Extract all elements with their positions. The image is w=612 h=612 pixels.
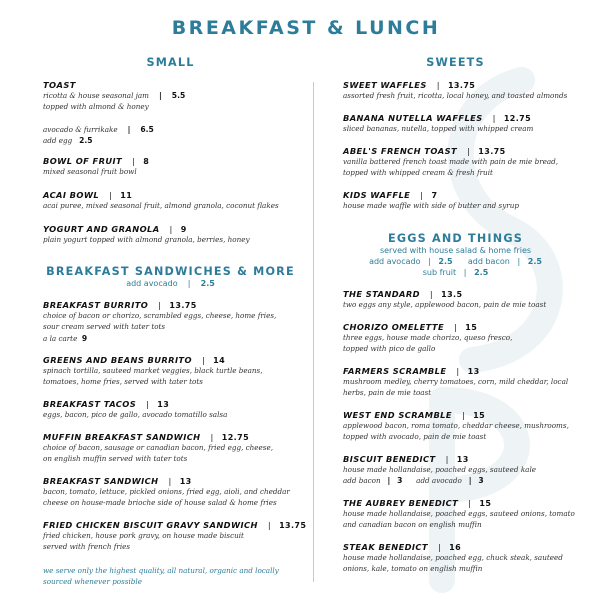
item-price: 13: [179, 477, 192, 486]
item-desc: applewood bacon, roma tomato, cheddar cheese, mushrooms,: [343, 421, 569, 430]
item-price: 9: [81, 333, 88, 343]
item-name: BREAKFAST SANDWICH | 13: [43, 476, 192, 486]
item-name: BREAKFAST BURRITO | 13.75: [43, 300, 197, 310]
item-desc: three eggs, house made chorizo, queso fresco,: [343, 333, 513, 342]
item-desc: acai puree, mixed seasonal fruit, almond granola, coconut flakes: [43, 201, 279, 210]
item-desc: spinach tortilla, sauteed market veggies, black turtle beans,: [43, 366, 263, 375]
item-desc: topped with pico de gallo: [343, 344, 436, 354]
page-title: BREAKFAST & LUNCH: [171, 17, 441, 39]
menu-item-fried-chicken-biscuit: [43, 520, 307, 553]
menu-item-kids-waffle: [343, 190, 588, 211]
item-price: 13: [157, 400, 170, 409]
item-name: BOWL OF FRUIT | 8: [43, 156, 150, 166]
item-name: SWEET WAFFLES | 13.75: [343, 80, 476, 90]
item-desc: herbs, pain de mie toast: [343, 388, 432, 398]
item-name: YOGURT AND GRANOLA | 9: [43, 224, 187, 234]
item-desc: house made hollandaise, poached egg, chuck steak, sauteed: [343, 553, 563, 562]
item-desc: assorted fresh fruit, ricotta, local honey, and toasted almonds: [343, 91, 568, 100]
item-desc: served with french fries: [43, 542, 131, 552]
menu-item-acai-bowl: [43, 190, 298, 211]
section-subtitle: served with house salad & home fries: [379, 246, 532, 255]
item-name: BREAKFAST TACOS | 13: [43, 399, 170, 409]
item-desc: ricotta & house seasonal jam | 5.5: [43, 91, 186, 100]
menu-item-breakfast-burrito: [43, 300, 298, 344]
section-heading-sweets: SWEETS: [426, 56, 485, 69]
menu-item-aubrey-benedict: [343, 498, 588, 531]
item-name: FRIED CHICKEN BISCUIT GRAVY SANDWICH | 13.75: [43, 520, 307, 530]
item-price: 11: [120, 191, 133, 200]
item-price: 7: [431, 191, 438, 200]
menu-item-farmers-scramble: [343, 366, 588, 399]
item-name: FARMERS SCRAMBLE | 13: [343, 366, 480, 376]
item-desc: choice of bacon or chorizo, scrambled eggs, cheese, home fries,: [43, 311, 277, 320]
item-price: 3: [397, 476, 403, 486]
item-price: 13.75: [478, 147, 506, 156]
section-subtitle: sub fruit | 2.5: [422, 268, 489, 277]
menu-item-toast: [43, 80, 298, 146]
item-price: 6.5: [140, 124, 154, 134]
footer-note: we serve only the highest quality, all natural, organic and locally sourced whenever possible: [43, 566, 279, 587]
item-name: MUFFIN BREAKFAST SANDWICH | 12.75: [43, 432, 250, 442]
menu-item-breakfast-tacos: [43, 399, 298, 420]
item-price: 13.75: [279, 521, 307, 530]
item-desc: on english muffin served with tater tots: [43, 454, 188, 464]
item-desc: cheese on house-made brioche side of house salad & home fries: [43, 498, 277, 508]
item-price: 15: [479, 499, 492, 508]
item-price: 13.5: [441, 290, 463, 299]
item-price: 16: [449, 543, 462, 552]
menu-item-chorizo-omelette: [343, 322, 588, 355]
item-desc: topped with avocado, pain de mie toast: [343, 432, 487, 442]
item-desc: avocado & furrikake | 6.5: [43, 124, 154, 134]
section-heading-eggs: EGGS AND THINGS: [388, 232, 523, 245]
item-desc: fried chicken, house pork gravy, on house made biscuit: [43, 531, 244, 540]
section-subtitle: add avocado | 2.5 add bacon | 2.5: [369, 257, 542, 266]
item-price: 15: [465, 323, 478, 332]
item-price: 14: [213, 356, 226, 365]
item-price: 13: [467, 367, 480, 376]
section-subtitle: add avocado | 2.5: [126, 279, 215, 288]
item-desc: choice of bacon, sausage or canadian bacon, fried egg, cheese,: [43, 443, 274, 452]
item-desc: and canadian bacon on english muffin: [343, 520, 482, 530]
item-desc: bacon, tomato, lettuce, pickled onions, fried egg, aioli, and cheddar: [43, 487, 290, 496]
menu-item-muffin-sandwich: [43, 432, 298, 465]
item-name: ACAI BOWL | 11: [43, 190, 133, 200]
item-name: STEAK BENEDICT | 16: [343, 542, 462, 552]
menu-item-greens-beans-burrito: [43, 355, 298, 388]
item-desc: topped with almond & honey: [43, 102, 149, 112]
item-name: CHORIZO OMELETTE | 15: [343, 322, 478, 332]
item-price: 15: [473, 411, 486, 420]
menu-item-sweet-waffles: [343, 80, 588, 101]
item-desc: a la carte 9: [43, 333, 88, 343]
item-desc: house made waffle with side of butter and syrup: [343, 201, 519, 210]
item-price: 9: [180, 225, 187, 234]
item-desc: plain yogurt topped with almond granola, berries, honey: [43, 235, 250, 244]
item-name: TOAST: [43, 80, 76, 90]
item-desc: add bacon | 3 add avocado | 3: [343, 476, 484, 486]
item-price: 3: [478, 476, 484, 486]
menu-item-biscuit-benedict: [343, 454, 588, 487]
section-heading-breakfast-sandwiches: BREAKFAST SANDWICHES & MORE: [46, 265, 295, 278]
item-price: 8: [143, 157, 150, 166]
menu-item-yogurt-granola: [43, 224, 298, 245]
item-desc: house made hollandaise, poached eggs, sauteed kale: [343, 465, 537, 474]
item-price: 13: [456, 455, 469, 464]
item-price: 12.75: [503, 114, 532, 123]
item-desc: mixed seasonal fruit bowl: [43, 167, 137, 176]
menu-item-banana-nutella: [343, 113, 588, 134]
item-name: THE STANDARD | 13.5: [343, 289, 463, 299]
item-name: BANANA NUTELLA WAFFLES | 12.75: [343, 113, 532, 123]
section-heading-small: SMALL: [146, 56, 195, 69]
menu-item-bowl-of-fruit: [43, 156, 298, 177]
item-name: WEST END SCRAMBLE | 15: [343, 410, 486, 420]
item-desc: house made hollandaise, poached eggs, sauteed onions, tomato: [343, 509, 575, 518]
item-name: GREENS AND BEANS BURRITO | 14: [43, 355, 226, 365]
item-name: KIDS WAFFLE | 7: [343, 190, 438, 200]
item-price: 13.75: [447, 81, 476, 90]
item-price: 12.75: [221, 433, 250, 442]
item-price: 13.75: [169, 301, 197, 310]
item-price: 5.5: [171, 91, 186, 100]
menu-item-west-end-scramble: [343, 410, 588, 443]
item-name: THE AUBREY BENEDICT | 15: [343, 498, 492, 508]
item-name: ABEL'S FRENCH TOAST | 13.75: [343, 146, 506, 156]
menu-item-abels-french-toast: [343, 146, 588, 179]
menu-item-steak-benedict: [343, 542, 588, 575]
column-divider: [313, 82, 314, 582]
item-desc: add egg 2.5: [43, 135, 93, 145]
item-desc: onions, kale, tomato on english muffin: [343, 564, 483, 574]
item-desc: mushroom medley, cherry tomatoes, corn, mild cheddar, local: [343, 377, 569, 386]
item-desc: tomatoes, home fries, served with tater tots: [43, 377, 203, 387]
item-price: 2.5: [79, 135, 93, 145]
item-desc: eggs, bacon, pico de gallo, avocado tomatillo salsa: [43, 410, 228, 419]
item-desc: sour cream served with tater tots: [43, 322, 166, 332]
menu-item-the-standard: [343, 289, 588, 310]
item-desc: vanilla battered french toast made with pain de mie bread,: [343, 157, 559, 166]
item-desc: sliced bananas, nutella, topped with whipped cream: [343, 124, 534, 133]
menu-item-breakfast-sandwich: [43, 476, 298, 509]
item-name: BISCUIT BENEDICT | 13: [343, 454, 469, 464]
item-desc: two eggs any style, applewood bacon, pain de mie toast: [343, 300, 547, 309]
item-desc: topped with whipped cream & fresh fruit: [343, 168, 493, 178]
